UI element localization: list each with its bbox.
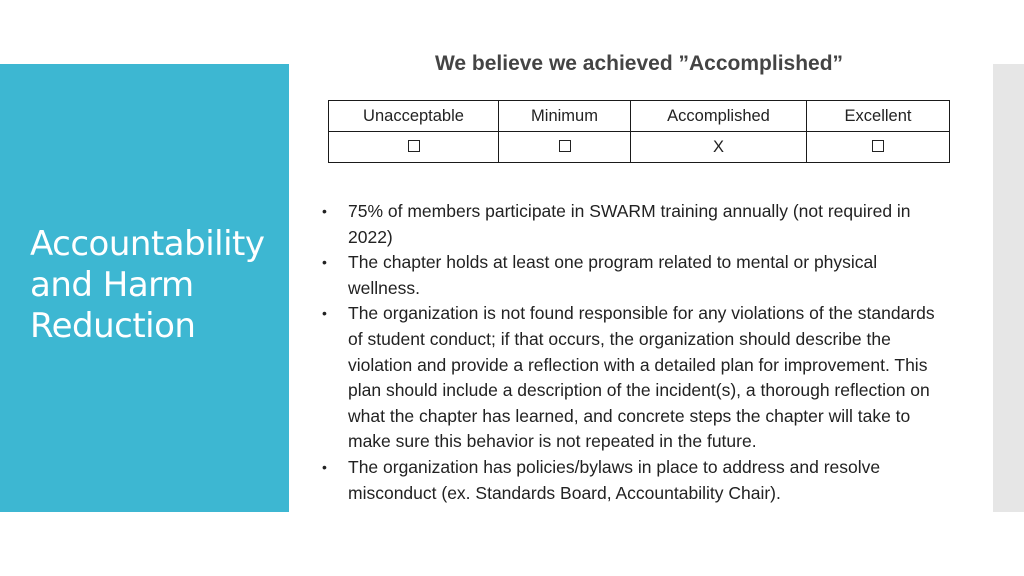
- rubric-mark-row: [329, 132, 950, 163]
- rubric-header-unacceptable: Unacceptable: [329, 101, 499, 132]
- bullet-icon: •: [322, 203, 327, 219]
- bullet-icon: •: [322, 305, 327, 322]
- rubric-mark-excellent: [807, 132, 950, 163]
- rubric-table: [328, 100, 950, 163]
- rubric-mark-accomplished: X: [631, 132, 807, 163]
- list-item: • The organization has policies/bylaws in place to address and resolve misconduct (ex. Standards Board, Accountability Chair).: [322, 456, 881, 503]
- rubric-header-excellent: Excellent: [807, 101, 950, 132]
- rubric-mark-unacceptable: [329, 132, 499, 163]
- rubric-header-accomplished: Accomplished: [631, 101, 807, 132]
- rubric-header-row: [329, 101, 950, 132]
- criteria-list: [322, 199, 942, 506]
- list-item: • The organization is not found responsible for any violations of the standards of student conduct; if that occurs, the organization should describe the violation and provide a reflection with a detailed plan for improvement. This plan should include a description of the incident(s), a thorough reflection on what the chapter has learned, and concrete steps the chapter will take to make sure this behavior is not repeated in the future.: [322, 303, 935, 452]
- list-item: • The chapter holds at least one program related to mental or physical wellness.: [322, 252, 878, 298]
- list-item: • 75% of members participate in SWARM training annually (not required in 2022): [322, 201, 911, 247]
- right-edge-strip: [993, 64, 1024, 512]
- checkbox-icon: [559, 140, 571, 152]
- bullet-icon: •: [322, 254, 327, 271]
- checkbox-icon: [872, 140, 884, 152]
- section-title: Accountability and Harm Reduction: [30, 224, 265, 346]
- rubric-header-minimum: Minimum: [499, 101, 631, 132]
- bullet-icon: •: [322, 458, 327, 475]
- checkbox-icon: [408, 140, 420, 152]
- rubric-mark-minimum: [499, 132, 631, 163]
- slide-heading: We believe we achieved ”Accomplished”: [434, 52, 844, 75]
